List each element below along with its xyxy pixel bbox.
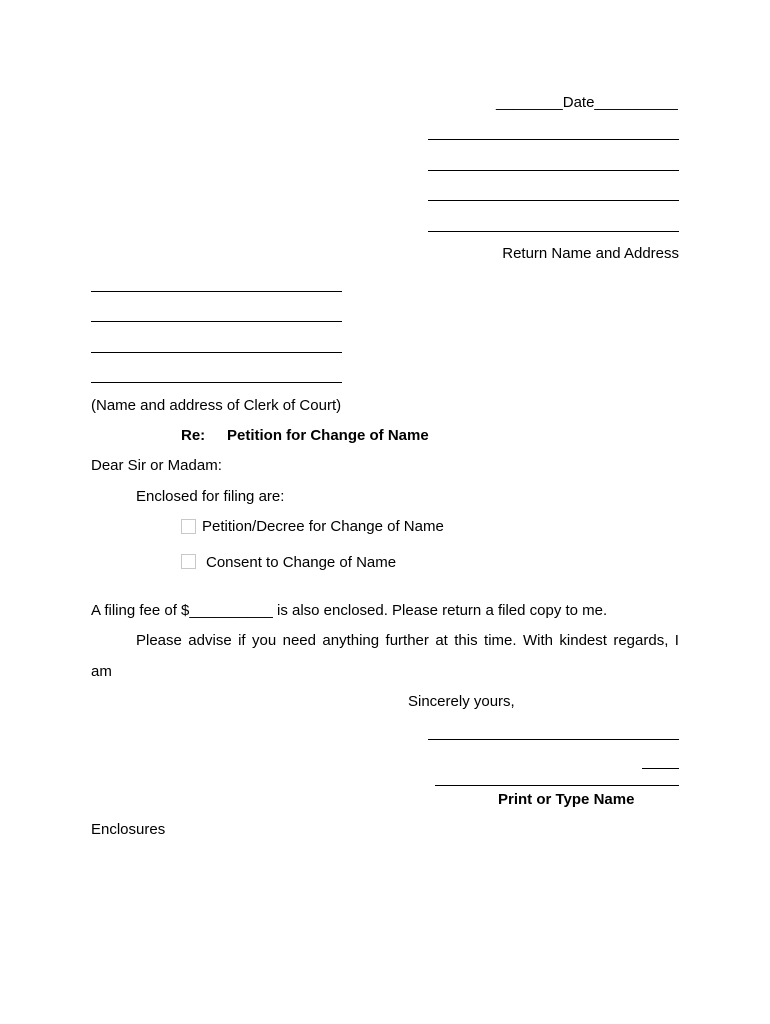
signature-line-extension — [642, 768, 679, 769]
return-address-label: Return Name and Address — [502, 245, 679, 262]
advise-word: I — [674, 632, 679, 649]
petition-decree-label: Petition/Decree for Change of Name — [202, 518, 444, 535]
advise-paragraph-line-2: am — [91, 663, 112, 680]
advise-word: regards, — [613, 632, 669, 649]
advise-word: need — [282, 632, 316, 649]
advise-paragraph-line-1 — [136, 632, 679, 650]
advise-word: With — [522, 632, 553, 649]
print-name-label: Print or Type Name — [498, 791, 635, 808]
consent-label: Consent to Change of Name — [206, 554, 397, 571]
re-label: Re: — [181, 427, 206, 444]
advise-word: at — [435, 632, 448, 649]
advise-word: anything — [322, 632, 380, 649]
advise-word: you — [252, 632, 277, 649]
advise-word: time. — [484, 632, 517, 649]
enclosed-intro: Enclosed for filing are: — [136, 488, 285, 505]
advise-word: if — [238, 632, 246, 649]
return-address-line-4[interactable] — [428, 231, 679, 232]
advise-word: further — [385, 632, 429, 649]
return-address-line-3[interactable] — [428, 200, 679, 201]
printed-name-line[interactable] — [435, 785, 679, 786]
closing: Sincerely yours, — [408, 693, 515, 710]
clerk-address-line-2[interactable] — [91, 321, 342, 322]
date-line: ________Date__________ — [496, 94, 678, 111]
clerk-address-line-4[interactable] — [91, 382, 342, 383]
advise-word: kindest — [559, 632, 607, 649]
subject-title: Petition for Change of Name — [227, 427, 429, 444]
enclosures-label: Enclosures — [91, 821, 166, 838]
salutation: Dear Sir or Madam: — [91, 457, 222, 474]
advise-word: advise — [188, 632, 232, 649]
clerk-address-label: (Name and address of Clerk of Court) — [91, 397, 342, 414]
return-address-line-1[interactable] — [428, 139, 679, 140]
signature-line[interactable] — [428, 739, 679, 740]
consent-checkbox[interactable] — [181, 554, 196, 569]
filing-fee-sentence: A filing fee of $__________ is also enclosed. Please return a filed copy to me. — [91, 602, 608, 619]
petition-decree-checkbox[interactable] — [181, 519, 196, 534]
return-address-line-2[interactable] — [428, 170, 679, 171]
clerk-address-line-1[interactable] — [91, 291, 342, 292]
clerk-address-line-3[interactable] — [91, 352, 342, 353]
advise-word: Please — [136, 632, 182, 649]
advise-word: this — [454, 632, 478, 649]
